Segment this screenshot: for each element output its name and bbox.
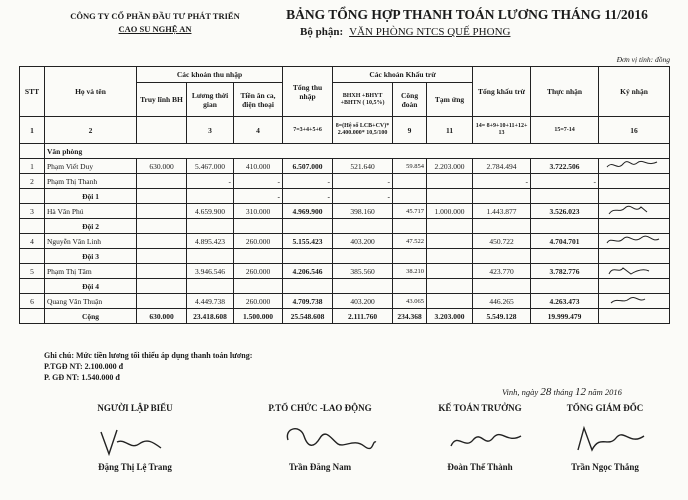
formula-cell: 7=3+4+5+6	[283, 117, 333, 144]
cell-total-income: 4.969.900	[283, 204, 333, 219]
cell-advance: 2.203.000	[427, 159, 473, 174]
cell-total-income: -	[283, 174, 333, 189]
hdr-total-deduction: Tổng khấu trừ	[473, 67, 531, 117]
formula-cell: 2	[45, 117, 137, 144]
signature-mark	[601, 264, 661, 276]
cell-name: Nguyễn Văn Linh	[45, 234, 137, 249]
hdr-insurance: BHXH +BHYT +BHTN ( 10,5%)	[333, 83, 393, 117]
signature-image	[445, 422, 525, 458]
cell-backpay	[137, 174, 187, 189]
formula-cell: 15=7-14	[531, 117, 599, 144]
cell-stt: 1	[20, 159, 45, 174]
total-label: Cộng	[45, 309, 137, 324]
table-row	[20, 234, 670, 249]
cell-union: 38.210	[393, 264, 427, 279]
cell-salary: 3.946.546	[187, 264, 234, 279]
payroll-table	[19, 66, 670, 324]
sign-date	[502, 386, 622, 398]
cell-allowance: 260.000	[234, 294, 283, 309]
cell-salary: 5.467.000	[187, 159, 234, 174]
cell-stt: 2	[20, 174, 45, 189]
cell-sign	[599, 264, 670, 279]
cell-backpay	[137, 204, 187, 219]
section-label: Đội 1	[45, 189, 137, 204]
cell-net: 4.704.701	[531, 234, 599, 249]
cell-stt: 5	[20, 264, 45, 279]
hdr-income-group: Các khoản thu nhập	[137, 67, 283, 83]
date-month: 12	[574, 386, 586, 398]
signature-mark	[601, 234, 661, 246]
signature-mark	[601, 294, 661, 306]
formula-cell	[137, 117, 187, 144]
table-row	[20, 264, 670, 279]
cell-sign	[599, 174, 670, 189]
cell-allowance: 310.000	[234, 204, 283, 219]
unit-note: Đơn vị tính: đồng	[616, 55, 670, 64]
signer-role: KẾ TOÁN TRƯỞNG	[438, 403, 522, 413]
total-net: 19.999.479	[531, 309, 599, 324]
cell-sign	[599, 234, 670, 249]
cell-stt: 6	[20, 294, 45, 309]
section-row	[20, 144, 670, 159]
hdr-allowance: Tiền ăn ca, điện thoại	[234, 83, 283, 117]
cell-backpay: 630.000	[137, 159, 187, 174]
cell-union	[393, 174, 427, 189]
cell-union: 59.854	[393, 159, 427, 174]
date-year: năm 2016	[588, 387, 622, 397]
cell-net: 4.263.473	[531, 294, 599, 309]
cell-total-income: 6.507.000	[283, 159, 333, 174]
department	[300, 26, 510, 38]
notes	[44, 350, 252, 383]
formula-cell: 11	[427, 117, 473, 144]
formula-row	[20, 117, 670, 144]
section-row	[20, 279, 670, 294]
section-label: Đội 2	[45, 219, 137, 234]
cell-union: 43.065	[393, 294, 427, 309]
hdr-stt: STT	[20, 67, 45, 117]
cell-insurance: 403.200	[333, 294, 393, 309]
signature-mark	[601, 204, 661, 216]
cell-name: Phạm Thị Thanh	[45, 174, 137, 189]
hdr-union: Công đoàn	[393, 83, 427, 117]
table-row	[20, 204, 670, 219]
cell-name: Hà Văn Phú	[45, 204, 137, 219]
cell-advance	[427, 234, 473, 249]
cell-advance	[427, 294, 473, 309]
cell-salary: 4.895.423	[187, 234, 234, 249]
formula-cell: 4	[234, 117, 283, 144]
signer-role: TỔNG GIÁM ĐỐC	[566, 403, 644, 413]
cell-total-deduction: -	[473, 174, 531, 189]
cell-stt: 3	[20, 204, 45, 219]
formula-cell: 16	[599, 117, 670, 144]
cell-insurance: 385.560	[333, 264, 393, 279]
cell-sign	[599, 204, 670, 219]
cell-total-deduction: 450.722	[473, 234, 531, 249]
cell-salary: 4.659.900	[187, 204, 234, 219]
signature-image	[570, 420, 650, 460]
cell-net: 3.722.506	[531, 159, 599, 174]
cell-total-deduction: 2.784.494	[473, 159, 531, 174]
cell-allowance: 260.000	[234, 264, 283, 279]
section-row	[20, 249, 670, 264]
hdr-total-income: Tổng thu nhập	[283, 67, 333, 117]
signer-name: Trần Ngọc Thắng	[571, 462, 639, 472]
cell-stt: 4	[20, 234, 45, 249]
cell-allowance: 260.000	[234, 234, 283, 249]
signer-name: Đặng Thị Lệ Trang	[98, 462, 172, 472]
total-row	[20, 309, 670, 324]
cell-salary: -	[187, 174, 234, 189]
hdr-net: Thực nhận	[531, 67, 599, 117]
cell-backpay	[137, 234, 187, 249]
section-label: Đội 4	[45, 279, 137, 294]
date-month-label: tháng	[553, 387, 573, 397]
total-deduction: 5.549.128	[473, 309, 531, 324]
table-row	[20, 174, 670, 189]
section-row: Đội 1 - - -	[20, 189, 670, 204]
document-title: BẢNG TỔNG HỢP THANH TOÁN LƯƠNG THÁNG 11/2016	[286, 7, 648, 22]
table-row	[20, 159, 670, 174]
formula-cell: 1	[20, 117, 45, 144]
department-label: Bộ phận:	[300, 26, 344, 38]
notes-line2: P.TGĐ NT: 2.100.000 đ	[44, 362, 124, 371]
cell-total-deduction: 1.443.877	[473, 204, 531, 219]
cell-name: Quang Văn Thuận	[45, 294, 137, 309]
total-backpay: 630.000	[137, 309, 187, 324]
hdr-deduction-group: Các khoản Khấu trừ	[333, 67, 473, 83]
cell-total-income: 4.709.738	[283, 294, 333, 309]
cell-backpay	[137, 294, 187, 309]
company-line1: CÔNG TY CỔ PHẦN ĐẦU TƯ PHÁT TRIỂN	[70, 11, 240, 21]
cell-union: 47.522	[393, 234, 427, 249]
signer-name: Đoàn Thế Thành	[447, 462, 513, 472]
formula-cell: 9	[393, 117, 427, 144]
signature-mark	[601, 159, 661, 171]
signature-image	[95, 420, 165, 460]
cell-insurance: -	[333, 174, 393, 189]
cell-allowance: -	[234, 174, 283, 189]
section-row	[20, 219, 670, 234]
formula-cell: 14= 8+9+10+11+12+ 13	[473, 117, 531, 144]
total-advance: 3.203.000	[427, 309, 473, 324]
cell-allowance: 410.000	[234, 159, 283, 174]
cell-insurance: 521.640	[333, 159, 393, 174]
cell-net: 3.782.776	[531, 264, 599, 279]
hdr-salary: Lương thời gian	[187, 83, 234, 117]
hdr-advance: Tạm ứng	[427, 83, 473, 117]
date-place: Vinh, ngày	[502, 387, 539, 397]
hdr-sign: Ký nhận	[599, 67, 670, 117]
hdr-name: Họ và tên	[45, 67, 137, 117]
section-label: Văn phòng	[45, 144, 670, 159]
formula-cell: 3	[187, 117, 234, 144]
total-allowance: 1.500.000	[234, 309, 283, 324]
notes-line3: P. GĐ NT: 1.540.000 đ	[44, 373, 120, 382]
cell-advance	[427, 264, 473, 279]
cell-advance: 1.000.000	[427, 204, 473, 219]
signer-role: P.TỔ CHỨC -LAO ĐỘNG	[268, 403, 372, 413]
company-line2: CAO SU NGHỆ AN	[118, 24, 192, 34]
company-name	[60, 10, 250, 36]
total-income: 25.548.608	[283, 309, 333, 324]
cell-union: 45.717	[393, 204, 427, 219]
total-insurance: 2.111.760	[333, 309, 393, 324]
cell-backpay	[137, 264, 187, 279]
cell-total-deduction: 446.265	[473, 294, 531, 309]
cell-net: -	[531, 174, 599, 189]
section-label: Đội 3	[45, 249, 137, 264]
signer-name: Trần Đăng Nam	[288, 462, 352, 472]
cell-advance	[427, 174, 473, 189]
department-value: VĂN PHÒNG NTCS QUẾ PHONG	[349, 26, 511, 38]
cell-name: Phạm Viết Duy	[45, 159, 137, 174]
cell-sign	[599, 294, 670, 309]
cell-insurance: 398.160	[333, 204, 393, 219]
cell-total-income: 5.155.423	[283, 234, 333, 249]
cell-name: Phạm Thị Tâm	[45, 264, 137, 279]
formula-cell: 8=(Hệ số LCB+CV)* 2.400.000* 10,5/100	[333, 117, 393, 144]
cell-salary: 4.449.738	[187, 294, 234, 309]
total-salary: 23.418.608	[187, 309, 234, 324]
cell-total-deduction: 423.770	[473, 264, 531, 279]
header-row-1	[20, 67, 670, 83]
table-row	[20, 294, 670, 309]
signer-role: NGƯỜI LẬP BIỂU	[97, 403, 173, 413]
cell-total-income: 4.206.546	[283, 264, 333, 279]
date-day: 28	[540, 386, 552, 398]
hdr-backpay: Truy lĩnh BH	[137, 83, 187, 117]
total-union: 234.368	[393, 309, 427, 324]
signature-image	[280, 420, 380, 460]
cell-insurance: 403.200	[333, 234, 393, 249]
notes-line1: Ghi chú: Mức tiền lương tối thiểu áp dụng thanh toán lương:	[44, 351, 253, 360]
cell-sign	[599, 159, 670, 174]
cell-net: 3.526.023	[531, 204, 599, 219]
